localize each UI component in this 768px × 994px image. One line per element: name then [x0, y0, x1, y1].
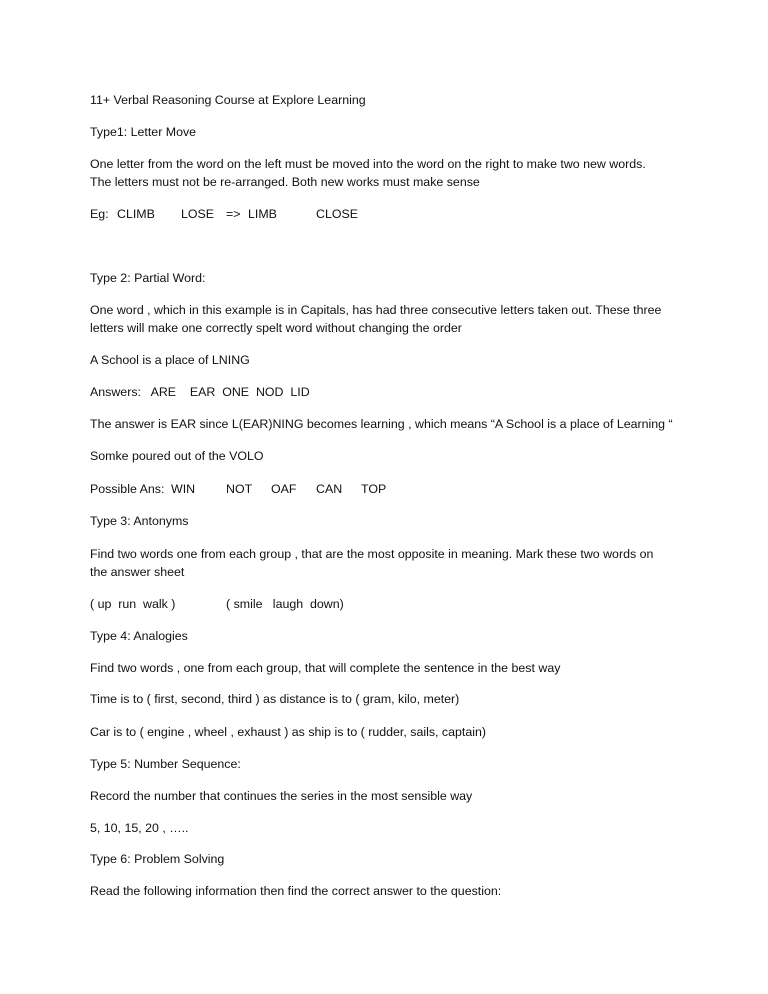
document-title: 11+ Verbal Reasoning Course at Explore Learning	[90, 93, 366, 107]
type3-groups	[90, 596, 490, 613]
type6-description: Read the following information then find the correct answer to the question:	[90, 884, 502, 898]
type2-example1: A School is a place of LNING	[90, 353, 250, 367]
type1-example	[90, 206, 490, 223]
type4-example1: Time is to ( first, second, third ) as distance is to ( gram, kilo, meter)	[90, 692, 460, 706]
example-arrow: =>	[226, 207, 241, 221]
possible-option: NOT	[226, 482, 253, 496]
type2-description-line2: letters will make one correctly spelt word without changing the order	[90, 321, 462, 335]
possible-label: Possible Ans:	[90, 482, 165, 496]
type1-description-line2: The letters must not be re-arranged. Both new works must make sense	[90, 175, 480, 189]
example-result2: CLOSE	[316, 207, 359, 221]
possible-option: WIN	[171, 482, 196, 496]
type4-description: Find two words , one from each group, that will complete the sentence in the best way	[90, 661, 561, 675]
type1-heading: Type1: Letter Move	[90, 125, 197, 139]
type5-description: Record the number that continues the series in the most sensible way	[90, 789, 473, 803]
type2-explanation: The answer is EAR since L(EAR)NING becomes learning , which means “A School is a place of Learning “	[90, 417, 673, 431]
type6-heading: Type 6: Problem Solving	[90, 852, 225, 866]
type3-description-line2: the answer sheet	[90, 565, 185, 579]
example-word2: LOSE	[181, 207, 215, 221]
type1-description-line1: One letter from the word on the left must be moved into the word on the right to make two new words.	[90, 157, 646, 171]
type2-answers: Answers: ARE EAR ONE NOD LID	[90, 385, 310, 399]
type2-possible-answers	[90, 481, 490, 498]
antonym-group1: ( up run walk )	[90, 597, 176, 611]
type4-heading: Type 4: Analogies	[90, 629, 188, 643]
type3-heading: Type 3: Antonyms	[90, 514, 189, 528]
possible-option: TOP	[361, 482, 387, 496]
type2-heading: Type 2: Partial Word:	[90, 271, 206, 285]
type4-example2: Car is to ( engine , wheel , exhaust ) as ship is to ( rudder, sails, captain)	[90, 725, 486, 739]
possible-option: OAF	[271, 482, 297, 496]
type2-description-line1: One word , which in this example is in Capitals, has had three consecutive letters taken out. These three	[90, 303, 662, 317]
possible-option: CAN	[316, 482, 343, 496]
type3-description-line1: Find two words one from each group , that are the most opposite in meaning. Mark these two words on	[90, 547, 654, 561]
example-label: Eg:	[90, 207, 109, 221]
antonym-group2: ( smile laugh down)	[226, 597, 344, 611]
example-word1: CLIMB	[117, 207, 155, 221]
type5-series: 5, 10, 15, 20 , …..	[90, 821, 189, 835]
type5-heading: Type 5: Number Sequence:	[90, 757, 241, 771]
example-result1: LIMB	[248, 207, 277, 221]
type2-example2: Somke poured out of the VOLO	[90, 449, 264, 463]
